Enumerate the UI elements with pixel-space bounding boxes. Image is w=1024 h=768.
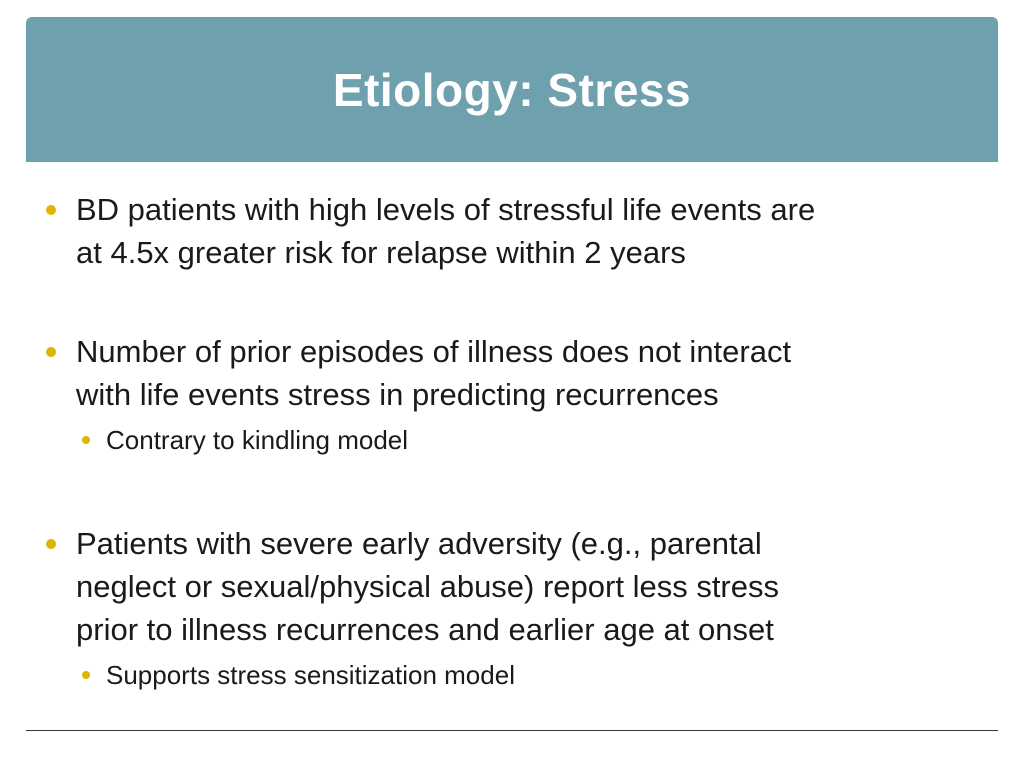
bullet-text <box>76 522 779 651</box>
bullet-dot-icon <box>46 205 56 215</box>
bullet-dot-icon <box>46 347 56 357</box>
bullet-text <box>76 188 815 274</box>
bottom-divider <box>26 730 998 731</box>
bullet-dot-icon <box>46 539 56 549</box>
slide-content <box>46 188 976 693</box>
bullet-text-line: prior to illness recurrences and earlier age at onset <box>76 612 774 647</box>
bullet-text-line: Number of prior episodes of illness does not interact <box>76 334 792 369</box>
slide-title: Etiology: Stress <box>332 63 692 116</box>
bullet-text-line: neglect or sexual/physical abuse) report less stress <box>76 569 779 604</box>
sub-bullet-item-2 <box>82 422 976 458</box>
sub-bullet-text: Contrary to kindling model <box>106 425 409 455</box>
sub-bullet-text: Supports stress sensitization model <box>106 660 515 690</box>
sub-bullet-dot-icon <box>82 436 90 444</box>
bullet-text <box>76 330 791 416</box>
sub-bullet-dot-icon <box>82 671 90 679</box>
bullet-item-3 <box>46 522 976 651</box>
bullet-text-line: BD patients with high levels of stressful life events are <box>76 192 816 227</box>
bullet-item-1 <box>46 188 976 274</box>
sub-bullet-item-3 <box>82 657 976 693</box>
bullet-item-2 <box>46 330 976 416</box>
bullet-text-line: Patients with severe early adversity (e.g., parental <box>76 526 762 561</box>
title-bar <box>26 17 998 162</box>
bullet-text-line: with life events stress in predicting recurrences <box>76 377 719 412</box>
bullet-text-line: at 4.5x greater risk for relapse within 2 years <box>76 235 686 270</box>
